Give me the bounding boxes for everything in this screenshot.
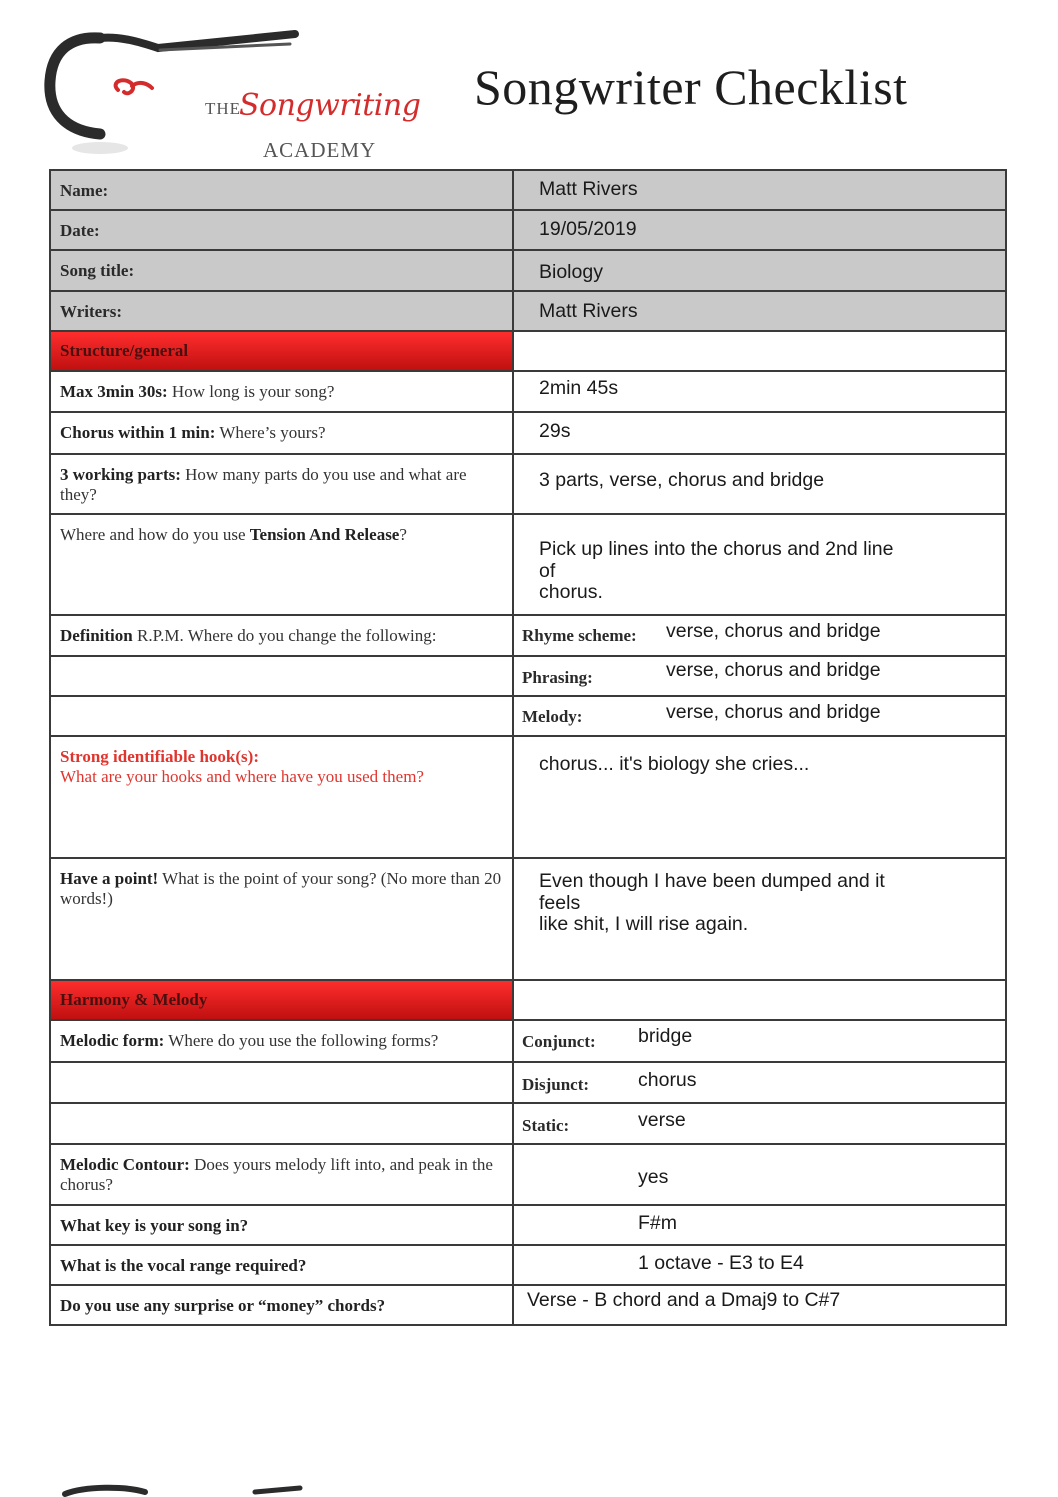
hook-row — [50, 736, 1006, 858]
name-value[interactable]: Matt Rivers — [539, 178, 638, 200]
song-key-row — [50, 1205, 1006, 1245]
disjunct-row — [50, 1062, 1006, 1103]
vocal-range-value[interactable]: 1 octave - E3 to E4 — [638, 1252, 804, 1274]
writers-value[interactable]: Matt Rivers — [539, 300, 638, 322]
song-length-question: Max 3min 30s: How long is your song? — [60, 382, 335, 401]
melody-row — [50, 696, 1006, 736]
definition-question: Definition R.P.M. Where do you change the following: — [60, 626, 437, 645]
song-title-value[interactable]: Biology — [539, 261, 603, 283]
writers-label: Writers: — [60, 302, 122, 321]
name-row — [50, 170, 1006, 210]
static-row — [50, 1103, 1006, 1144]
song-title-label: Song title: — [60, 261, 135, 280]
footer-logo-icon — [55, 1480, 315, 1497]
date-row — [50, 210, 1006, 250]
static-label: Static: — [522, 1116, 570, 1135]
song-point-row — [50, 858, 1006, 980]
tension-release-row — [50, 514, 1006, 615]
money-chords-row — [50, 1285, 1006, 1325]
hook-question: Strong identifiable hook(s): What are your hooks and where have you used them? — [60, 747, 424, 786]
writers-row — [50, 291, 1006, 331]
money-chords-value[interactable]: Verse - B chord and a Dmaj9 to C#7 — [527, 1289, 841, 1311]
melody-value[interactable]: verse, chorus and bridge — [666, 701, 881, 723]
rhyme-scheme-row — [50, 615, 1006, 656]
harmony-section-label: Harmony & Melody — [60, 990, 208, 1009]
tension-release-question: Where and how do you use Tension And Release? — [60, 525, 407, 544]
tension-release-value[interactable]: Pick up lines into the chorus and 2nd line of chorus. — [539, 538, 894, 603]
melodic-contour-value[interactable]: yes — [638, 1166, 669, 1188]
melody-label: Melody: — [522, 707, 583, 726]
checklist-table — [49, 169, 1007, 1326]
song-point-question: Have a point! What is the point of your song? (No more than 20 words!) — [60, 869, 502, 908]
song-length-row — [50, 371, 1006, 412]
name-label: Name: — [60, 181, 109, 200]
song-key-question: What key is your song in? — [60, 1216, 249, 1235]
working-parts-value[interactable]: 3 parts, verse, chorus and bridge — [539, 469, 825, 491]
money-chords-question: Do you use any surprise or “money” chords? — [60, 1296, 386, 1315]
logo-academy-text: ACADEMY — [263, 138, 377, 162]
chorus-time-value[interactable]: 29s — [539, 420, 571, 442]
disjunct-value[interactable]: chorus — [638, 1069, 697, 1091]
hook-value[interactable]: chorus... it's biology she cries... — [539, 753, 810, 775]
chorus-time-row — [50, 412, 1006, 454]
phrasing-label: Phrasing: — [522, 668, 593, 687]
song-key-value[interactable]: F#m — [638, 1212, 677, 1234]
conjunct-value[interactable]: bridge — [638, 1025, 693, 1047]
melodic-contour-question: Melodic Contour: Does yours melody lift into, and peak in the chorus? — [60, 1155, 493, 1194]
structure-section-label: Structure/general — [60, 341, 189, 360]
academy-logo — [40, 26, 421, 162]
vocal-range-question: What is the vocal range required? — [60, 1256, 307, 1275]
song-point-value[interactable]: Even though I have been dumped and it feels like shit, I will rise again. — [539, 870, 885, 935]
logo-the-text: THE — [205, 99, 242, 118]
date-label: Date: — [60, 221, 100, 240]
rhyme-scheme-value[interactable]: verse, chorus and bridge — [666, 620, 881, 642]
structure-section-row — [50, 331, 1006, 371]
disjunct-label: Disjunct: — [522, 1075, 590, 1094]
working-parts-question: 3 working parts: How many parts do you use and what are they? — [60, 465, 467, 504]
logo-songwriting-text: Songwriting — [239, 88, 421, 123]
conjunct-row — [50, 1020, 1006, 1062]
phrasing-value[interactable]: verse, chorus and bridge — [666, 659, 881, 681]
page-title: Songwriter Checklist — [474, 59, 908, 115]
phrasing-row — [50, 656, 1006, 696]
working-parts-row — [50, 454, 1006, 514]
melodic-contour-row — [50, 1144, 1006, 1205]
conjunct-label: Conjunct: — [522, 1032, 596, 1051]
melodic-form-question: Melodic form: Where do you use the following forms? — [60, 1031, 439, 1050]
date-value[interactable]: 19/05/2019 — [539, 218, 637, 240]
song-length-value[interactable]: 2min 45s — [539, 377, 619, 399]
rhyme-scheme-label: Rhyme scheme: — [522, 626, 637, 645]
vocal-range-row — [50, 1245, 1006, 1285]
static-value[interactable]: verse — [638, 1109, 686, 1131]
harmony-section-row — [50, 980, 1006, 1020]
chorus-time-question: Chorus within 1 min: Where’s yours? — [60, 423, 326, 442]
song-title-row — [50, 250, 1006, 291]
